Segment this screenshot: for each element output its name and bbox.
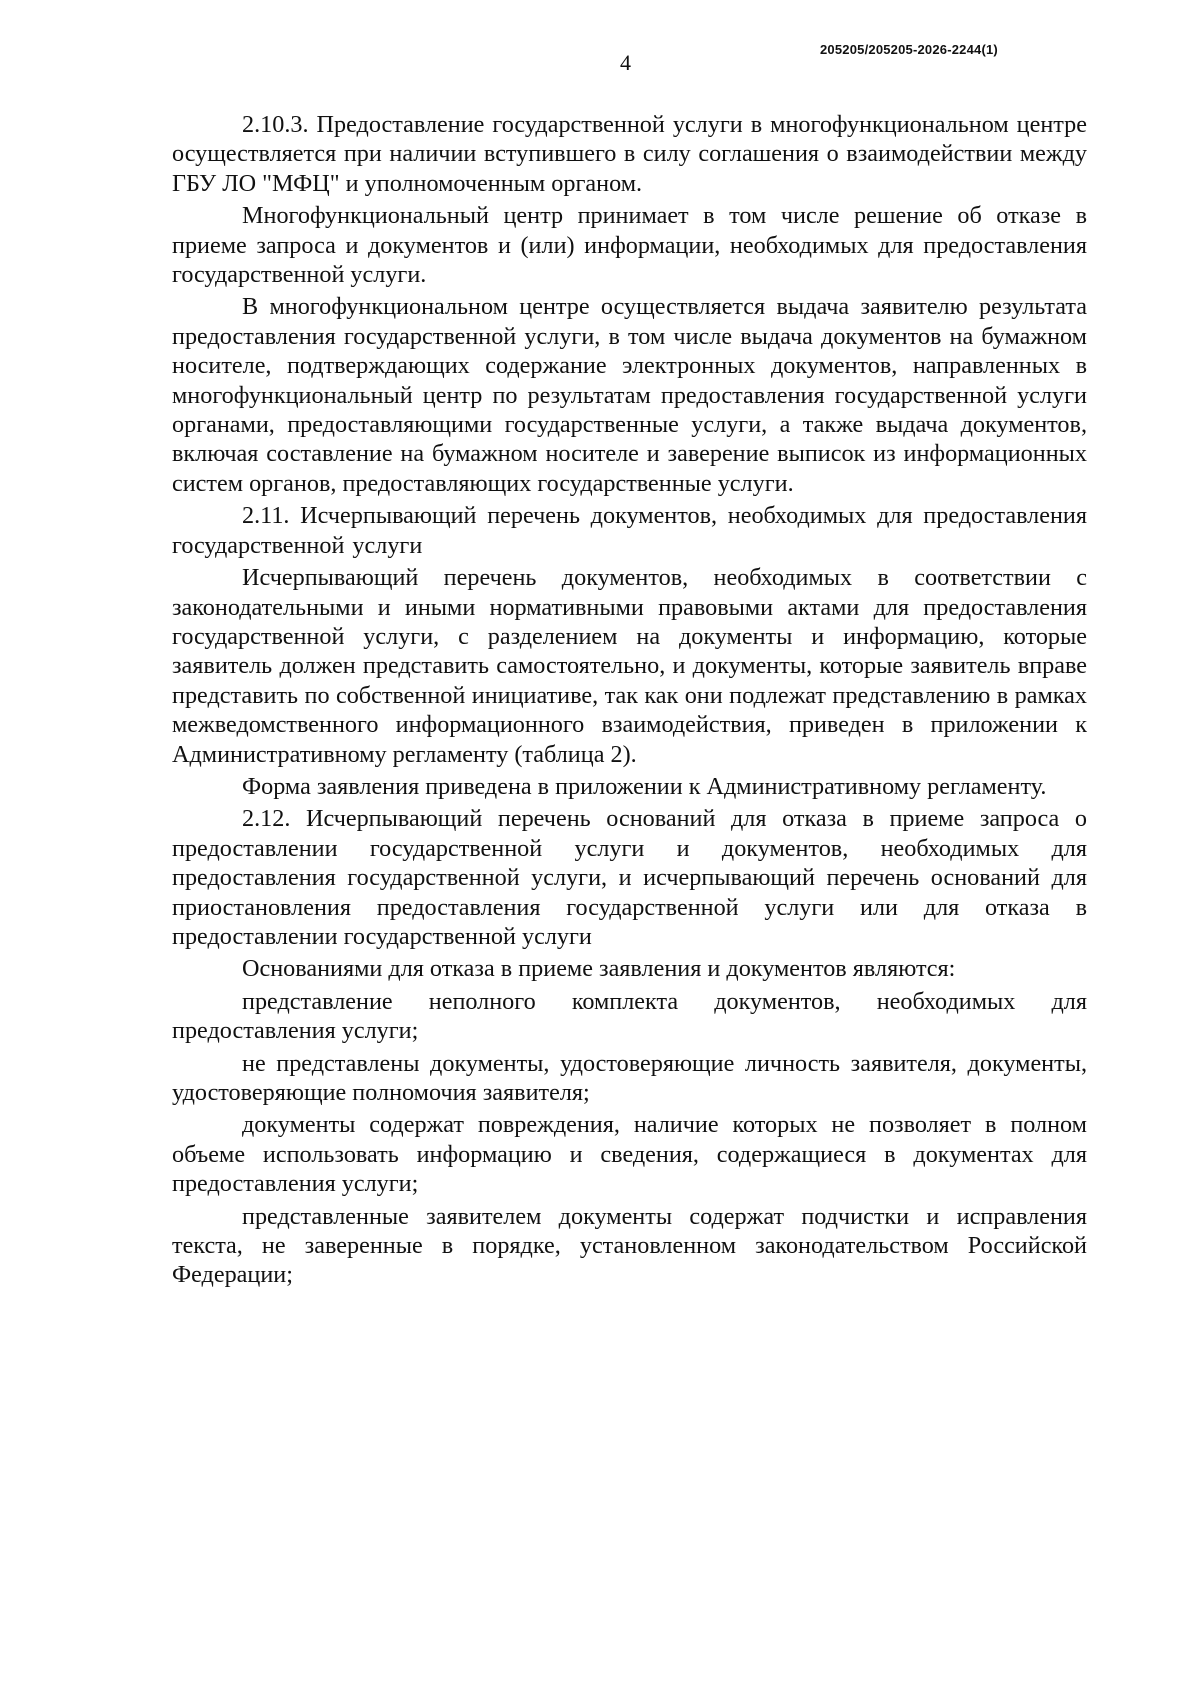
page-number: 4 [620, 50, 631, 75]
document-body [172, 110, 1087, 1293]
paragraph-refusal-grounds-intro: Основаниями для отказа в приеме заявления и документов являются: [242, 955, 956, 983]
paragraph-document-list: Исчерпывающий перечень документов, необходимых в соответствии с законодательными и иными нормативными правовыми актами для предоставления государственной услуги, с разделением на документы и информацию, которые заявитель должен представить самостоятельно, и документы, которые заявитель вправе представить по собственной инициативе, так как они подлежат представлению в рамках межведомственного информационного взаимодействия, приведен в приложении к Административному регламенту (таблица 2). [172, 564, 1087, 768]
list-item-missing-identity: не представлены документы, удостоверяющие личность заявителя, документы, удостоверяющие полномочия заявителя; [172, 1049, 1087, 1106]
page-blank-area [0, 1500, 1200, 1693]
paragraph-mfc-issuance: В многофункциональном центре осуществляется выдача заявителю результата предоставления государственной услуги, в том числе выдача документов на бумажном носителе, подтверждающих содержание электронных документов, направленных в многофункциональный центр по результатам предоставления государственной услуги органами, предоставляющими государственные услуги, а также выдача документов, включая составление на бумажном носителе и заверение выписок из информационных систем органов, предоставляющих государственные услуги. [172, 293, 1087, 497]
list-item-damaged-documents: документы содержат повреждения, наличие которых не позволяет в полном объеме использовать информацию и сведения, содержащиеся в документах для предоставления услуги; [172, 1111, 1087, 1198]
section-heading-2-11: 2.11. Исчерпывающий перечень документов, необходимых для предоставления государственной услуги [172, 502, 1087, 559]
paragraph-application-form: Форма заявления приведена в приложении к Административному регламенту. [242, 772, 1047, 800]
paragraph-mfc-refusal: Многофункциональный центр принимает в том числе решение об отказе в приеме запроса и документов и (или) информации, необходимых для предоставления государственной услуги. [172, 202, 1087, 289]
section-heading-2-12: 2.12. Исчерпывающий перечень оснований для отказа в приеме запроса о предоставлении государственной услуги и документов, необходимых для предоставления государственной услуги, и исчерпывающий перечень оснований для приостановления предоставления государственной услуги или для отказа в предоставлении государственной услуги [172, 805, 1087, 950]
paragraph-2-10-3: 2.10.3. Предоставление государственной услуги в многофункциональном центре осуществляется при наличии вступившего в силу соглашения о взаимодействии между ГБУ ЛО "МФЦ" и уполномоченным органом. [172, 111, 1087, 197]
document-registration-number: 205205/205205-2026-2244(1) [820, 42, 998, 57]
list-item-incomplete-set: представление неполного комплекта документов, необходимых для предоставления услуги; [172, 987, 1087, 1045]
list-item-corrections: представленные заявителем документы содержат подчистки и исправления текста, не заверенные в порядке, установленном законодательством Российской Федерации; [172, 1202, 1087, 1289]
